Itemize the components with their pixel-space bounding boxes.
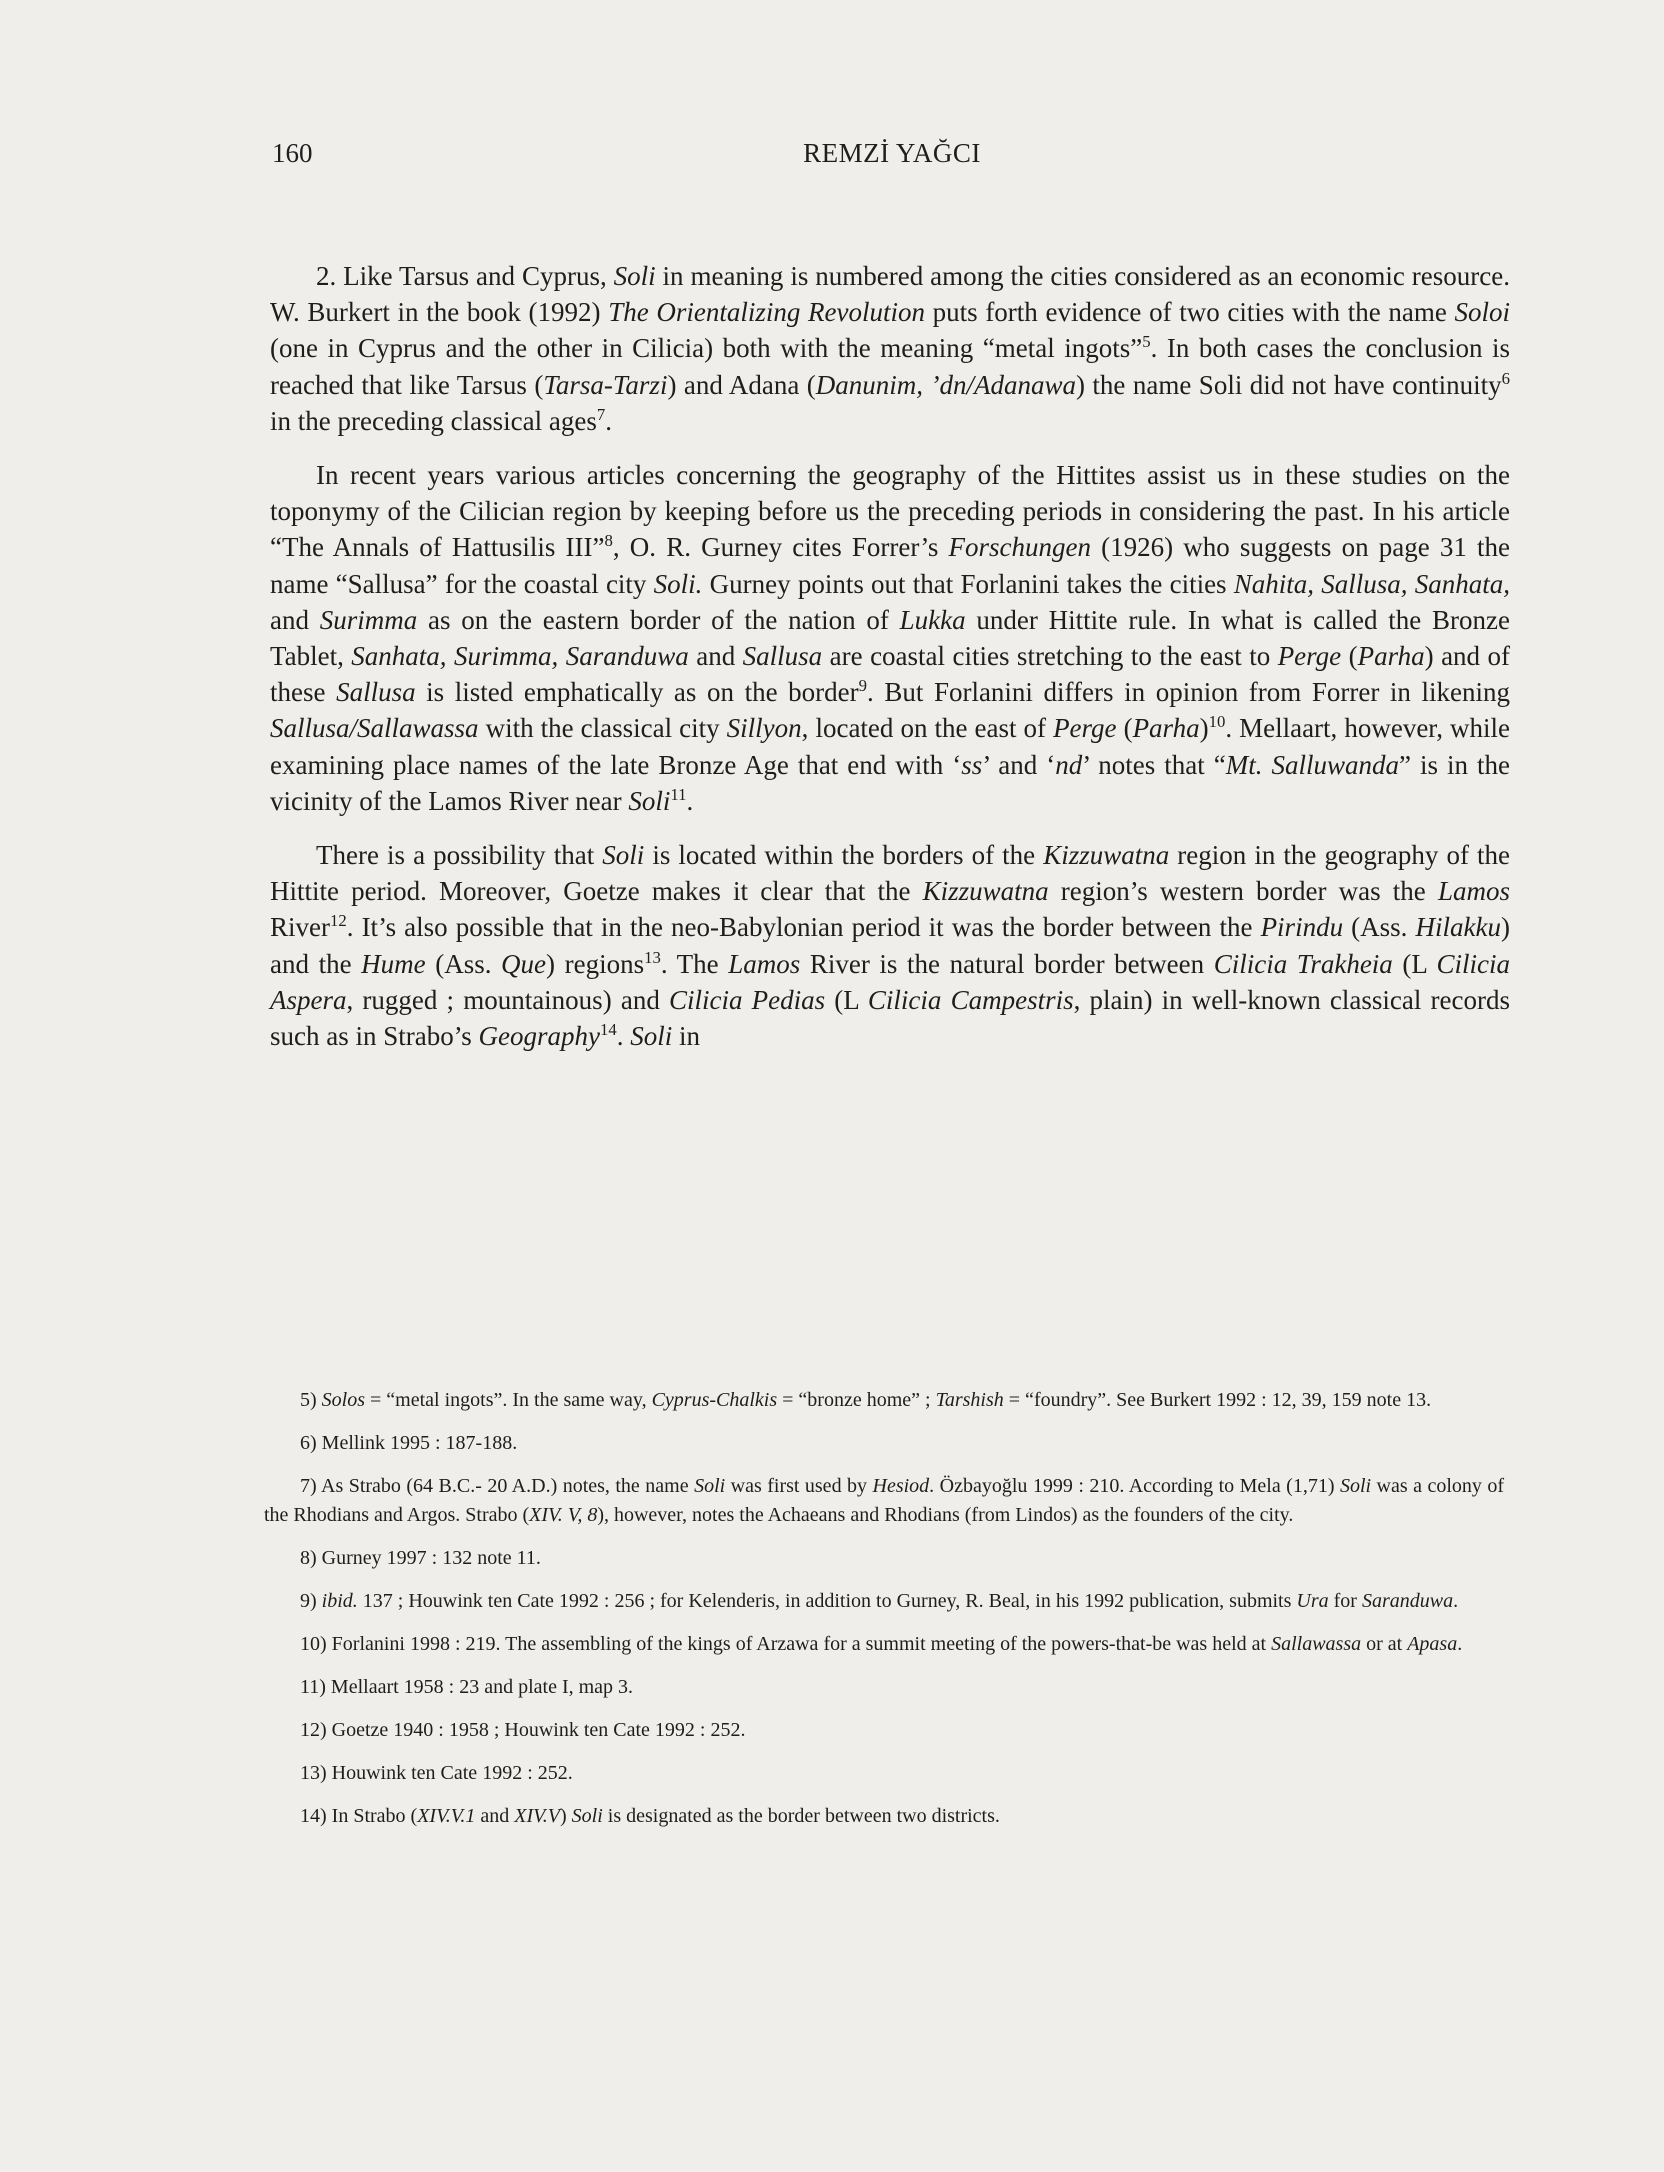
- italic-text: Soli: [630, 1021, 673, 1052]
- text-run: ) and Adana (: [667, 369, 816, 400]
- text-run: ’ notes that “: [1082, 749, 1226, 780]
- italic-text: Hesiod: [872, 1475, 930, 1497]
- text-run: (L: [825, 984, 868, 1015]
- footnote-ref: 9: [858, 676, 867, 696]
- text-run: in: [672, 1021, 700, 1052]
- text-run: = “foundry”. See Burkert 1992 : 12, 39, 159 note 13.: [1003, 1389, 1432, 1411]
- text-run: (Ass.: [425, 948, 502, 979]
- text-run: is located within the borders of the: [644, 840, 1044, 871]
- text-run: 8) Gurney 1997 : 132 note 11.: [300, 1547, 541, 1569]
- footnote: [264, 1716, 1504, 1745]
- text-run: 11) Mellaart 1958 : 23 and plate I, map 3.: [300, 1676, 634, 1698]
- italic-text: Tarsa-Tarzi: [543, 369, 668, 400]
- text-run: (: [1116, 713, 1133, 744]
- italic-text: Hilakku: [1415, 912, 1501, 943]
- running-title: REMZİ YAĞCI: [803, 138, 981, 168]
- text-run: 13) Houwink ten Cate 1992 : 252.: [300, 1762, 573, 1784]
- text-run: , located on the east of: [801, 713, 1054, 744]
- text-run: 12) Goetze 1940 : 1958 ; Houwink ten Cate 1992 : 252.: [300, 1719, 746, 1741]
- italic-text: Perge: [1053, 713, 1117, 744]
- text-run: There is a possibility that: [316, 840, 603, 871]
- footnote: [264, 1587, 1504, 1616]
- text-run: ” is in the vicinity of the Lamos River near: [270, 749, 1510, 816]
- italic-text: Soli: [694, 1475, 726, 1497]
- text-run: In recent years various articles concerning the geography of the Hittites assist us in these studies on the toponymy of the Cilician region by keeping before us the preceding periods in considering the past. In his article “The Annals of Hattusilis III”: [270, 460, 1510, 563]
- text-run: under Hittite rule. In what is called the Bronze Tablet,: [270, 604, 1511, 672]
- italic-text: Soloi: [1454, 297, 1510, 328]
- italic-text: Sallusa: [336, 677, 416, 708]
- italic-text: Sallusa: [742, 641, 823, 672]
- text-run: and: [270, 604, 320, 635]
- italic-text: ibid.: [321, 1590, 358, 1612]
- italic-text: ss: [961, 749, 983, 780]
- text-run: ): [1199, 713, 1209, 744]
- italic-text: Soli.: [653, 568, 703, 599]
- text-run: .: [605, 405, 612, 436]
- text-run: . Mellaart, however, while examining place names of the late Bronze Age that end with ‘: [270, 713, 1510, 780]
- text-run: .: [1453, 1590, 1459, 1612]
- text-run: (L: [1392, 948, 1437, 979]
- text-run: . In both cases the conclusion is reached that like Tarsus (: [270, 333, 1510, 400]
- text-run: was a colony of the Rhodians and Argos. Strabo (: [264, 1475, 1505, 1526]
- footnotes: [264, 1386, 1504, 1845]
- italic-text: Parha: [1357, 641, 1425, 672]
- text-run: as on the eastern border of the nation of: [417, 604, 900, 635]
- text-run: , rugged ; mountainous) and: [346, 984, 669, 1015]
- italic-text: Geography: [478, 1021, 600, 1052]
- text-run: (1926) who suggests on page 31 the name “Sallusa” for the coastal city: [270, 532, 1510, 599]
- italic-text: Perge: [1277, 641, 1342, 672]
- italic-text: XIV.V.1: [417, 1805, 476, 1827]
- text-run: are coastal cities stretching to the east to: [822, 641, 1278, 672]
- text-run: 14) In Strabo (: [300, 1805, 418, 1827]
- text-run: was first used by: [725, 1475, 873, 1497]
- text-run: 2. Like Tarsus and Cyprus,: [316, 261, 614, 291]
- text-run: 6) Mellink 1995 : 187-188.: [300, 1432, 518, 1454]
- italic-text: Pirindu: [1260, 912, 1344, 943]
- italic-text: Sillyon: [726, 713, 802, 744]
- italic-text: Soli: [628, 785, 671, 816]
- text-run: or at: [1361, 1633, 1408, 1655]
- text-run: . It’s also possible that in the neo-Babylonian period it was the border between the: [346, 912, 1261, 943]
- text-run: 5): [300, 1389, 322, 1411]
- italic-text: Cilicia Pedias: [668, 984, 826, 1015]
- text-run: , O. R. Gurney cites Forrer’s: [612, 532, 949, 563]
- italic-text: Tarshish: [935, 1389, 1004, 1411]
- footnote-ref: 13: [644, 947, 661, 967]
- text-run: in meaning is numbered among the cities considered as an economic resource. W. Burkert in the book (1992): [270, 261, 1510, 328]
- text-run: ) the name Soli did not have continuity: [1075, 369, 1502, 400]
- paragraph: [270, 837, 1510, 1054]
- italic-text: Cyprus-Chalkis: [651, 1389, 778, 1411]
- footnote: [264, 1386, 1504, 1415]
- footnote-ref: 5: [1142, 332, 1151, 352]
- italic-text: Surimma: [319, 604, 418, 635]
- text-run: in the preceding classical ages: [270, 405, 597, 436]
- text-run: and: [688, 641, 743, 672]
- text-run: ’ and ‘: [982, 749, 1056, 780]
- text-run: ) and the: [270, 912, 1510, 979]
- text-run: 137 ; Houwink ten Cate 1992 : 256 ; for Kelenderis, in addition to Gurney, R. Beal, in his 1992 publication, submits: [357, 1590, 1297, 1612]
- italic-text: Sallusa/Sallawassa: [270, 713, 479, 744]
- italic-text: Sanhata, Surimma, Saranduwa: [351, 641, 689, 672]
- text-run: = “metal ingots”. In the same way,: [365, 1389, 652, 1411]
- footnote: [264, 1802, 1504, 1831]
- text-run: for: [1328, 1590, 1362, 1612]
- text-run: River: [270, 912, 330, 943]
- italic-text: The Orientalizing Revolution: [608, 297, 925, 328]
- footnote: [264, 1472, 1504, 1530]
- text-run: . Özbayoğlu 1999 : 210. According to Mela (1,71): [929, 1475, 1340, 1497]
- text-run: ) and of these: [270, 641, 1511, 708]
- text-run: ): [559, 1805, 572, 1827]
- text-run: ) regions: [546, 948, 645, 979]
- text-run: (Ass.: [1343, 912, 1416, 943]
- footnote-ref: 10: [1208, 712, 1226, 732]
- italic-text: Lamos: [728, 948, 801, 979]
- italic-text: Kizzuwatna: [1043, 840, 1170, 871]
- italic-text: Cilicia Campestris: [867, 984, 1074, 1015]
- text-run: with the classical city: [478, 713, 727, 744]
- text-run: .: [1457, 1633, 1463, 1655]
- italic-text: Soli: [602, 840, 645, 871]
- footnote-ref: 8: [604, 531, 613, 551]
- italic-text: Hume: [361, 948, 426, 979]
- footnote: [264, 1544, 1504, 1573]
- italic-text: XIV. V, 8: [529, 1504, 598, 1526]
- text-run: (: [1341, 641, 1358, 672]
- text-run: region in the geography of the Hittite period. Moreover, Goetze makes it clear that the: [270, 840, 1511, 907]
- paragraph: [270, 258, 1510, 439]
- text-run: .: [686, 785, 694, 816]
- text-run: . The: [660, 948, 729, 979]
- page-number: 160: [272, 138, 313, 168]
- paragraph: [270, 457, 1510, 819]
- text-run: ), however, notes the Achaeans and Rhodians (from Lindos) as the founders of the city.: [597, 1504, 1294, 1526]
- text-run: 7) As Strabo (64 B.C.- 20 A.D.) notes, the name: [300, 1475, 695, 1497]
- text-run: is listed emphatically as on the border: [415, 677, 859, 708]
- footnote-ref: 11: [670, 784, 687, 804]
- italic-text: Lukka: [899, 604, 966, 635]
- italic-text: Mt. Salluwanda: [1225, 749, 1400, 780]
- italic-text: Solos: [321, 1389, 366, 1411]
- text-run: 10) Forlanini 1998 : 219. The assembling of the kings of Arzawa for a summit meeting of the powers-that-be was held at: [300, 1633, 1272, 1655]
- text-run: and: [475, 1805, 515, 1827]
- italic-text: Kizzuwatna: [922, 876, 1049, 907]
- footnote: [264, 1630, 1504, 1659]
- text-run: River is the natural border between: [800, 948, 1214, 979]
- body-text: [270, 258, 1510, 1072]
- italic-text: Saranduwa: [1361, 1590, 1454, 1612]
- text-run: 9): [300, 1590, 322, 1612]
- italic-text: Parha: [1132, 713, 1200, 744]
- italic-text: Cilicia Trakheia: [1213, 948, 1393, 979]
- italic-text: Ura: [1296, 1590, 1329, 1612]
- italic-text: Sallawassa: [1271, 1633, 1362, 1655]
- footnote-ref: 12: [330, 911, 347, 931]
- footnote-ref: 7: [596, 404, 606, 424]
- footnote: [264, 1429, 1504, 1458]
- italic-text: Cilicia Aspera: [270, 948, 1510, 1015]
- footnote: [264, 1673, 1504, 1702]
- italic-text: Forschungen: [948, 532, 1091, 563]
- text-run: . But Forlanini differs in opinion from Forrer in likening: [867, 677, 1511, 708]
- text-run: = “bronze home” ;: [777, 1389, 936, 1411]
- text-run: puts forth evidence of two cities with the name: [924, 297, 1455, 328]
- italic-text: XIV.V: [514, 1805, 560, 1827]
- running-head: [272, 138, 1512, 178]
- italic-text: Nahita, Sallusa, Sanhata,: [1233, 568, 1510, 599]
- italic-text: nd: [1055, 749, 1083, 780]
- text-run: , plain) in well-known classical records such as in Strabo’s: [270, 984, 1510, 1052]
- text-run: Gurney points out that Forlanini takes the cities: [702, 568, 1234, 599]
- italic-text: Lamos: [1437, 876, 1510, 907]
- italic-text: Soli: [613, 261, 656, 291]
- text-run: (one in Cyprus and the other in Cilicia) both with the meaning “metal ingots”: [270, 333, 1143, 364]
- footnote-ref: 6: [1501, 368, 1510, 388]
- italic-text: Soli: [1339, 1475, 1372, 1497]
- italic-text: Danunim, ’dn/Adanawa: [815, 369, 1076, 400]
- text-run: region’s western border was the: [1048, 876, 1438, 907]
- text-run: .: [616, 1021, 631, 1052]
- text-run: is designated as the border between two districts.: [602, 1805, 1000, 1827]
- italic-text: Que: [501, 948, 547, 979]
- footnote: [264, 1759, 1504, 1788]
- footnote-ref: 14: [599, 1020, 617, 1040]
- italic-text: Soli: [571, 1805, 603, 1827]
- italic-text: Apasa: [1407, 1633, 1458, 1655]
